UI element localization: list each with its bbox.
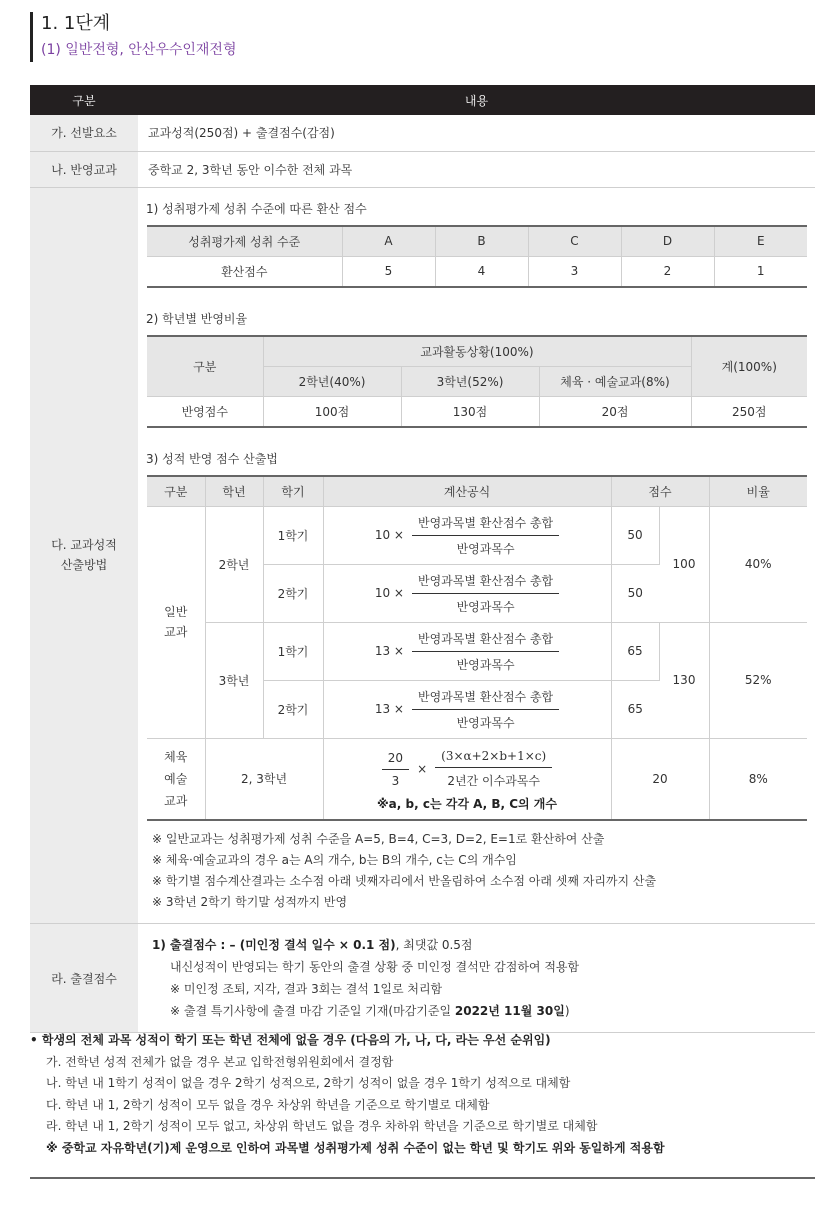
att-line2: 내신성적이 반영되는 학기 동안의 출결 상황 중 미인정 결석만 감점하여 적용함 <box>170 960 580 974</box>
conversion-table <box>147 225 807 288</box>
row-label-line1: 다. 교과성적 <box>51 538 117 553</box>
row-label: 가. 선발요소 <box>30 115 138 151</box>
conv-header: A <box>342 226 435 257</box>
row-attendance <box>30 924 815 1033</box>
bottom-title: • 학생의 전체 과목 성적이 학기 또는 학년 전체에 없을 경우 (다음의 가, 나, 다, 라는 우선 순위임) <box>30 1033 551 1047</box>
att-formula: 1) 출결점수 : – (미인정 결석 일수 × 0.1 점) <box>152 938 396 952</box>
calc-arts-row <box>147 738 807 820</box>
denominator: 반영과목수 <box>456 657 515 672</box>
conv-value: 3 <box>528 256 621 287</box>
conv-header: D <box>621 226 714 257</box>
calc-total: 100 <box>659 506 709 622</box>
row-label: 라. 출결점수 <box>30 924 138 1033</box>
numerator: 반영과목별 환산점수 총합 <box>412 572 559 594</box>
row-label: 나. 반영교과 <box>30 151 138 187</box>
main-header-row <box>30 85 815 115</box>
ratio-header-total: 계(100%) <box>691 336 807 397</box>
row-content: 교과성적(250점) + 출결점수(감점) <box>138 115 815 151</box>
conv-value: 4 <box>435 256 528 287</box>
row-content <box>138 187 815 924</box>
fraction <box>382 751 409 788</box>
calc-arts-formula <box>323 738 611 820</box>
section-header <box>30 12 236 62</box>
ratio-header-col: 2학년(40%) <box>263 366 401 396</box>
calc-sem: 1학기 <box>263 622 323 680</box>
calc-formula <box>323 564 611 622</box>
ratio-value-row <box>147 396 807 427</box>
calc-score: 50 <box>611 506 659 564</box>
calc-score: 65 <box>611 622 659 680</box>
ratio-value: 반영점수 <box>147 396 263 427</box>
calc-grade: 3학년 <box>205 622 263 738</box>
calc-header: 구분 <box>147 476 205 507</box>
calc-score: 65 <box>611 680 659 738</box>
header-content: 내용 <box>138 85 815 115</box>
calc-row <box>147 622 807 680</box>
row-calc-method <box>30 187 815 924</box>
att-deadline: 2022년 11월 30일 <box>454 1004 565 1018</box>
calc-header: 비율 <box>709 476 807 507</box>
calc-score: 50 <box>611 564 659 622</box>
conversion-header-row <box>147 226 807 257</box>
denominator: 3 <box>391 773 400 788</box>
numerator: 반영과목별 환산점수 총합 <box>412 688 559 710</box>
denominator: 2년간 이수과목수 <box>447 774 540 789</box>
calc-sem: 2학기 <box>263 564 323 622</box>
formula <box>375 688 559 731</box>
calc-header: 계산공식 <box>323 476 611 507</box>
calc-header: 학년 <box>205 476 263 507</box>
row-selection <box>30 115 815 151</box>
note-line: ※ 3학년 2학기 학기말 성적까지 반영 <box>152 895 348 909</box>
row-label <box>30 187 138 924</box>
row-content: 중학교 2, 3학년 동안 이수한 전체 과목 <box>138 151 815 187</box>
arts-formula <box>382 749 552 789</box>
calc-ratio: 52% <box>709 622 807 738</box>
conv-title: 1) 성취평가제 성취 수준에 따른 환산 점수 <box>146 201 367 216</box>
fraction <box>435 749 552 789</box>
denominator: 반영과목수 <box>456 715 515 730</box>
calc-formula <box>323 622 611 680</box>
ratio-value: 100점 <box>263 396 401 427</box>
conv-value: 2 <box>621 256 714 287</box>
calc-general: 일반 교과 <box>147 506 205 738</box>
calc-total: 130 <box>659 622 709 738</box>
calc-grade: 2학년 <box>205 506 263 622</box>
formula <box>375 572 559 615</box>
coef: 13 × <box>374 702 404 716</box>
calc-header-row <box>147 476 807 507</box>
bottom-item: 라. 학년 내 1, 2학기 성적이 모두 없고, 차상위 학년도 없을 경우 차하위 학년을 기준으로 학기별로 대체함 <box>46 1119 598 1133</box>
conv-header: E <box>714 226 807 257</box>
att-line3: ※ 미인정 조퇴, 지각, 결과 3회는 결석 1일로 처리함 <box>170 982 443 996</box>
coef: 10 × <box>374 586 404 600</box>
conv-value: 5 <box>342 256 435 287</box>
coef: 10 × <box>374 528 404 542</box>
calc-header: 학기 <box>263 476 323 507</box>
ratio-title: 2) 학년별 반영비율 <box>146 311 248 326</box>
times: × <box>417 762 428 777</box>
fraction <box>412 572 559 615</box>
numerator: 반영과목별 환산점수 총합 <box>412 514 559 536</box>
row-label-line2: 산출방법 <box>60 558 108 573</box>
calc-sem: 2학기 <box>263 680 323 738</box>
section-subtitle: (1) 일반전형, 안산우수인재전형 <box>41 42 237 58</box>
att-line4 <box>152 1000 815 1022</box>
calc-table <box>147 475 807 822</box>
att-max: , 최댓값 0.5점 <box>395 938 473 952</box>
conv-header: B <box>435 226 528 257</box>
calc-header: 점수 <box>611 476 709 507</box>
note-line: ※ 학기별 점수계산결과는 소수점 아래 넷째자리에서 반올림하여 소수점 아래 셋째 자리까지 산출 <box>152 874 657 888</box>
note-line: ※ 일반교과는 성취평가제 성취 수준을 A=5, B=4, C=3, D=2, E=1로 환산하여 산출 <box>152 832 605 846</box>
fraction <box>412 514 559 557</box>
conv-header: C <box>528 226 621 257</box>
conversion-value-row <box>147 256 807 287</box>
bottom-item: 나. 학년 내 1학기 성적이 없을 경우 2학기 성적으로, 2학기 성적이 없을 경우 1학기 성적으로 대체함 <box>46 1076 571 1090</box>
ratio-header-group: 교과활동상황(100%) <box>263 336 691 367</box>
numerator: 반영과목별 환산점수 총합 <box>412 630 559 652</box>
att-text: ) <box>564 1004 570 1018</box>
calc-notes <box>152 829 815 913</box>
bottom-item: 가. 전학년 성적 전체가 없을 경우 본교 입학전형위원회에서 결정함 <box>46 1054 394 1069</box>
denominator: 반영과목수 <box>456 599 515 614</box>
calc-arts <box>147 738 205 820</box>
arts-line: 체육 <box>164 749 188 764</box>
header-gubun: 구분 <box>30 85 138 115</box>
calc-arts-grade: 2, 3학년 <box>205 738 323 820</box>
numerator: (3×α+2×b+1×c) <box>435 749 552 768</box>
ratio-value: 130점 <box>401 396 539 427</box>
calc-sem: 1학기 <box>263 506 323 564</box>
bottom-note: ※ 중학교 자유학년(기)제 운영으로 인하여 과목별 성취평가제 성취 수준이 없는 학년 및 학기도 위와 동일하게 적용함 <box>46 1140 665 1155</box>
bottom-notes <box>30 1030 815 1159</box>
ratio-header-row1 <box>147 336 807 367</box>
formula <box>375 514 559 557</box>
conv-value: 1 <box>714 256 807 287</box>
calc-formula <box>323 680 611 738</box>
calc-title: 3) 성적 반영 점수 산출법 <box>146 451 278 466</box>
calc-row <box>147 506 807 564</box>
att-line1 <box>152 934 815 956</box>
note-line: ※ 체육·예술교과의 경우 a는 A의 개수, b는 B의 개수, c는 C의 개수임 <box>152 853 517 867</box>
fraction <box>412 688 559 731</box>
attendance-block <box>148 924 815 1032</box>
main-table <box>30 85 815 1033</box>
section-title: 1. 1단계 <box>41 13 111 34</box>
ratio-header-col: 체육 · 예술교과(8%) <box>539 366 691 396</box>
arts-line: 예술 <box>164 771 188 786</box>
conv-header: 성취평가제 성취 수준 <box>147 226 342 257</box>
conv-value: 환산점수 <box>147 256 342 287</box>
att-text: ※ 출결 특기사항에 출결 마감 기준일 기재(마감기준일 <box>170 1004 455 1018</box>
ratio-header-col: 3학년(52%) <box>401 366 539 396</box>
calc-ratio: 40% <box>709 506 807 622</box>
denominator: 반영과목수 <box>456 541 515 556</box>
ratio-table <box>147 335 807 428</box>
arts-line: 교과 <box>164 793 188 808</box>
fraction <box>412 630 559 673</box>
numerator: 20 <box>382 751 409 770</box>
formula <box>375 630 559 673</box>
calc-arts-score: 20 <box>611 738 709 820</box>
row-content <box>138 924 815 1033</box>
arts-note: ※a, b, c는 각각 A, B, C의 개수 <box>377 797 557 812</box>
row-subjects <box>30 151 815 187</box>
bottom-item: 다. 학년 내 1, 2학기 성적이 모두 없을 경우 차상위 학년을 기준으로 학기별로 대체함 <box>46 1097 490 1112</box>
calc-arts-ratio: 8% <box>709 738 807 820</box>
coef: 13 × <box>374 644 404 658</box>
bottom-divider <box>30 1177 815 1179</box>
ratio-header-gubun: 구분 <box>147 336 263 397</box>
ratio-value: 250점 <box>691 396 807 427</box>
ratio-value: 20점 <box>539 396 691 427</box>
calc-formula <box>323 506 611 564</box>
